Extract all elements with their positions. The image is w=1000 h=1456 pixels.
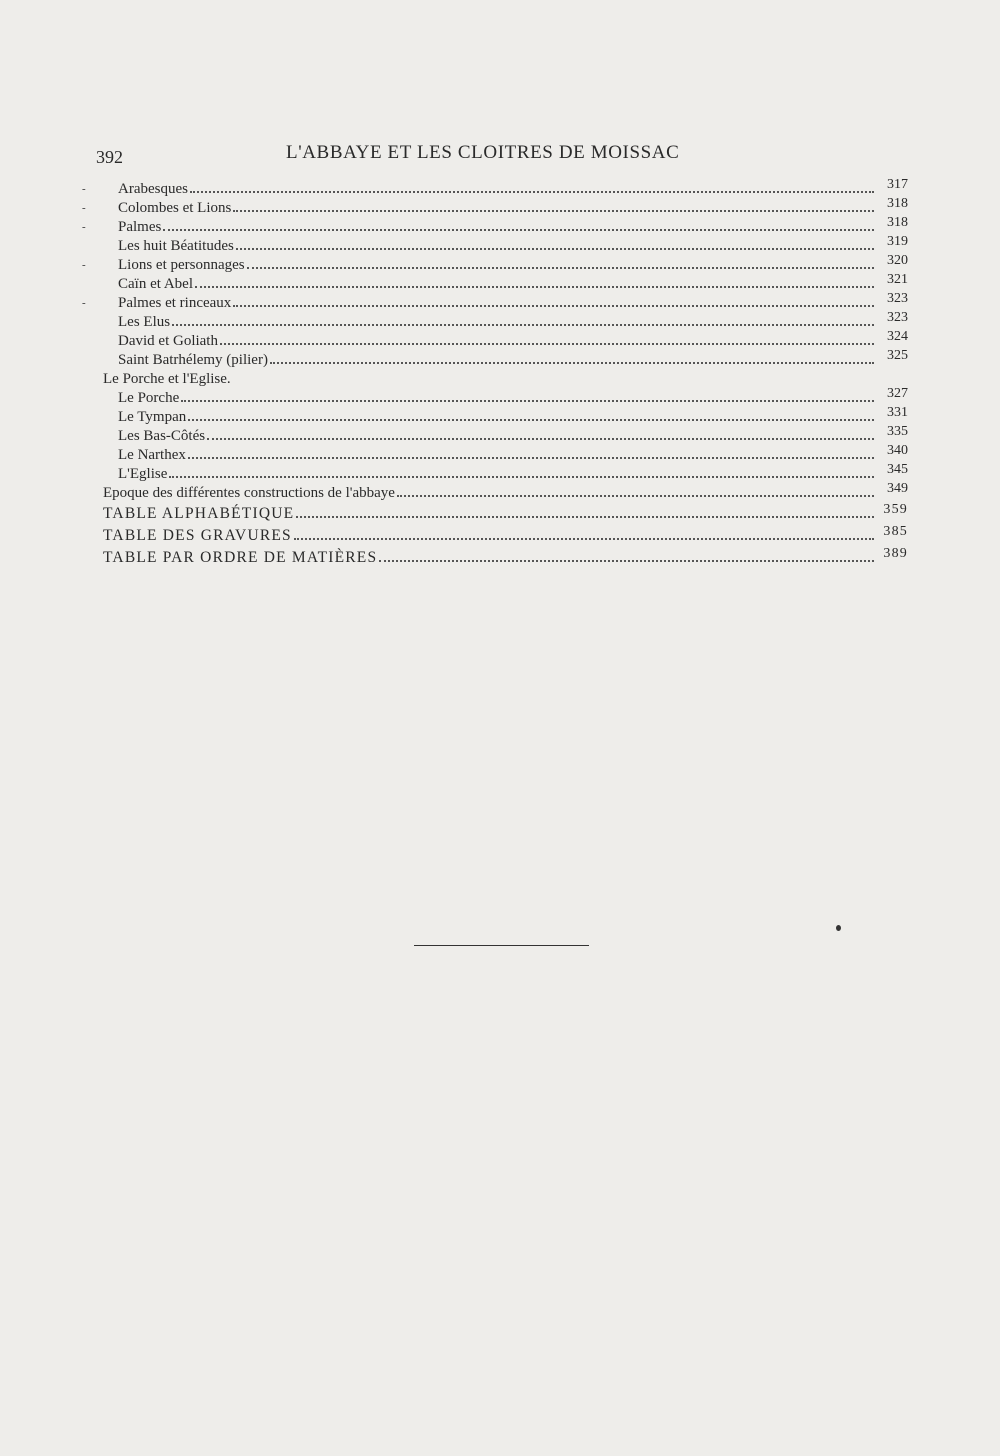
toc-entry-page: 340 (887, 443, 908, 458)
toc-entry-page: 321 (887, 272, 908, 287)
toc-entry-page: 359 (883, 502, 908, 517)
toc-entry-label: TABLE ALPHABÉTIQUE (103, 505, 295, 522)
toc-entry-label: Les huit Béatitudes (118, 238, 234, 254)
toc-entry-page: 335 (887, 424, 908, 439)
toc-entry (82, 196, 908, 218)
toc-entry (82, 291, 908, 313)
toc-entry (100, 547, 908, 569)
toc-entry-page: 317 (887, 177, 908, 192)
toc-entry (100, 310, 908, 332)
toc-entry-label: Epoque des différentes constructions de l'abbaye (103, 485, 395, 501)
dot-leader (233, 210, 874, 212)
toc-entry-label: Lions et personnages (118, 257, 245, 273)
dot-leader (294, 538, 874, 540)
closing-rule (414, 945, 589, 946)
toc-entry-label: Les Elus (118, 314, 171, 330)
toc-entry-label: Palmes (118, 219, 162, 235)
dot-leader (188, 457, 874, 459)
page-number: 392 (96, 147, 123, 167)
toc-entry (100, 348, 908, 370)
toc-entry-label: Le Porche (118, 390, 180, 406)
toc-entry-page: 323 (887, 291, 908, 306)
toc-entry-label: L'Eglise (118, 466, 168, 482)
dot-leader (236, 248, 874, 250)
toc-entry (100, 405, 908, 427)
toc-entry-page: 327 (887, 386, 908, 401)
toc-entry-label: Le Porche et l'Eglise. (103, 371, 231, 387)
toc-entry (100, 424, 908, 446)
dot-leader (270, 362, 874, 364)
toc-entry-label: Le Narthex (118, 447, 186, 463)
toc-entry-label: TABLE PAR ORDRE DE MATIÈRES (103, 549, 378, 566)
toc-entry (100, 481, 908, 503)
toc-entry (100, 370, 908, 389)
toc-entry-label: Palmes et rinceaux (118, 295, 232, 311)
dot-leader (207, 438, 874, 440)
dot-leader (233, 305, 874, 307)
toc-entry (82, 177, 908, 199)
toc-entry (82, 253, 908, 275)
toc-entry (100, 329, 908, 351)
bullet-mark: - (82, 202, 86, 214)
toc-entry-page: 318 (887, 215, 908, 230)
toc-entry (100, 443, 908, 465)
toc-entry-label: Colombes et Lions (118, 200, 232, 216)
dot-leader (188, 419, 874, 421)
toc-entry-label: Les Bas-Côtés (118, 428, 206, 444)
toc-entry (100, 525, 908, 547)
toc-entry-page: 318 (887, 196, 908, 211)
toc-entry-page: 323 (887, 310, 908, 325)
dot-leader (247, 267, 874, 269)
toc-entry-label: TABLE DES GRAVURES (103, 527, 292, 544)
toc-entry (82, 215, 908, 237)
dot-leader (195, 286, 874, 288)
dot-leader (220, 343, 874, 345)
toc-entry (100, 462, 908, 484)
toc-entry-label: Caïn et Abel (118, 276, 193, 292)
toc-entry-page: 385 (883, 524, 908, 539)
toc-entry-label: Saint Batrhélemy (pilier) (118, 352, 268, 368)
toc-entry (100, 272, 908, 294)
bullet-mark: - (82, 183, 86, 195)
running-title: L'ABBAYE ET LES CLOITRES DE MOISSAC (286, 142, 680, 163)
toc-entry-label: Le Tympan (118, 409, 187, 425)
toc-entry-page: 324 (887, 329, 908, 344)
toc-entry-page: 349 (887, 481, 908, 496)
ink-speck (836, 925, 841, 931)
page-header (96, 137, 906, 167)
bullet-mark: - (82, 259, 86, 271)
bullet-mark: - (82, 221, 86, 233)
toc-entry (100, 503, 908, 525)
toc-entry (100, 234, 908, 256)
toc-entry-label: David et Goliath (118, 333, 218, 349)
toc-entry-page: 320 (887, 253, 908, 268)
table-of-contents (82, 177, 908, 569)
dot-leader (181, 400, 874, 402)
toc-entry-page: 331 (887, 405, 908, 420)
toc-entry-page: 345 (887, 462, 908, 477)
toc-entry (100, 386, 908, 408)
dot-leader (172, 324, 874, 326)
dot-leader (296, 516, 874, 518)
dot-leader (379, 560, 874, 562)
toc-entry-page: 389 (883, 546, 908, 561)
toc-entry-label: Arabesques (118, 181, 188, 197)
dot-leader (163, 229, 874, 231)
bullet-mark: - (82, 297, 86, 309)
dot-leader (397, 495, 874, 497)
dot-leader (169, 476, 874, 478)
toc-entry-page: 325 (887, 348, 908, 363)
dot-leader (190, 191, 874, 193)
toc-entry-page: 319 (887, 234, 908, 249)
